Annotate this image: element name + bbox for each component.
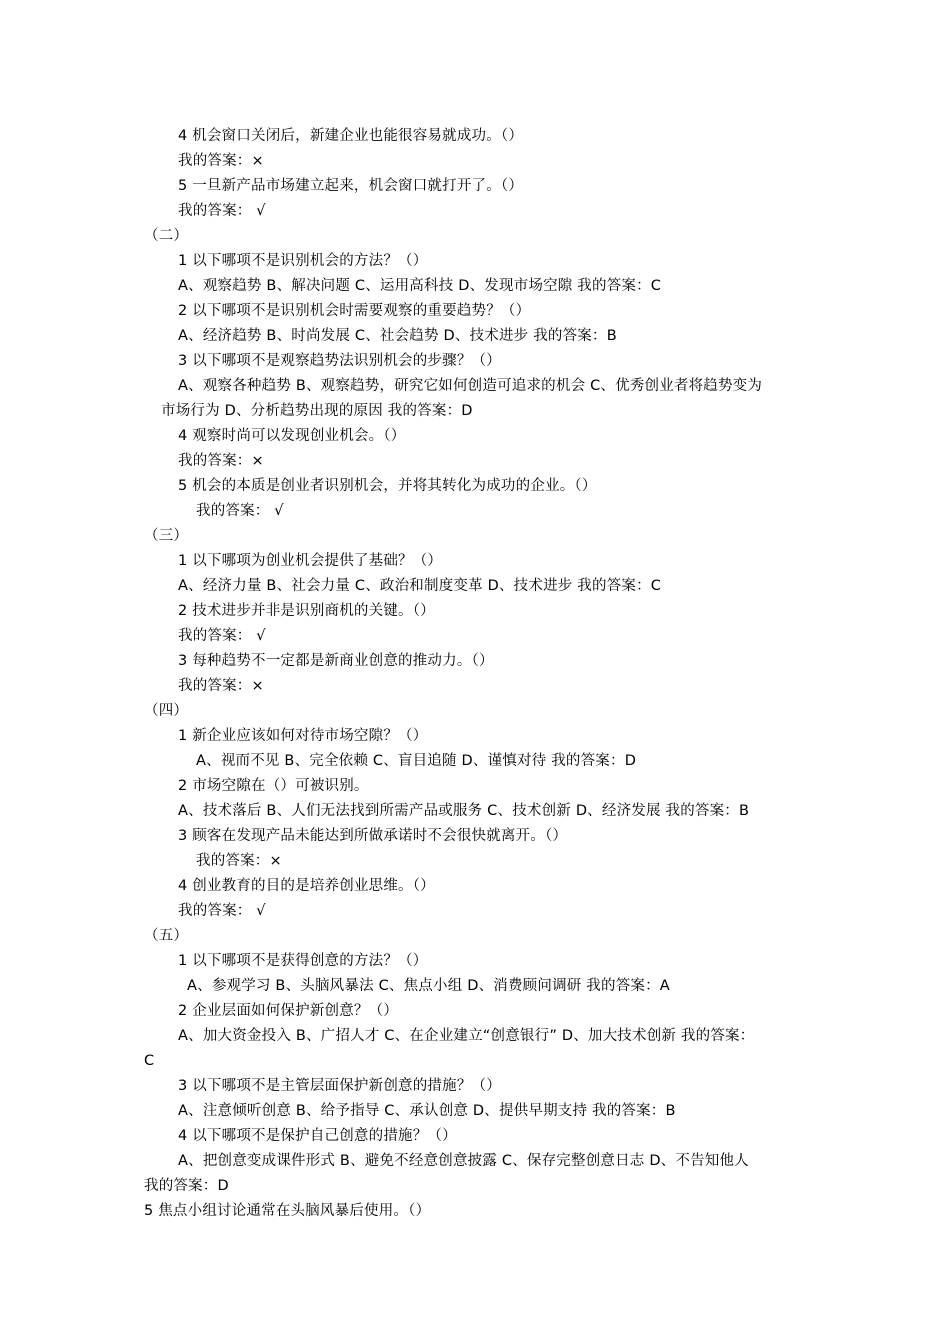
s2-q3-question: 3 以下哪项不是观察趋势法识别机会的步骤？（） (178, 353, 501, 369)
s4-q3-question: 3 顾客在发现产品未能达到所做承诺时不会很快就离开。（） (178, 828, 568, 844)
s3-q3-question: 3 每种趋势不一定都是新商业创意的推动力。（） (178, 653, 494, 669)
s2-q3-options-line-2: 市场行为 D、分析趋势出现的原因 我的答案：D (161, 403, 473, 419)
s5-q4-options-line-2: 我的答案：D (144, 1178, 229, 1194)
s4-q1-options-answer: A、视而不见 B、完全依赖 C、盲目追随 D、谨慎对待 我的答案：D (196, 753, 637, 769)
s5-q1-options-answer: A、参观学习 B、头脑风暴法 C、焦点小组 D、消费顾问调研 我的答案：A (187, 978, 670, 994)
s4-q4-answer: 我的答案： √ (178, 903, 266, 919)
q5-window-open-answer: 我的答案： √ (178, 203, 266, 219)
s4-q4-question: 4 创业教育的目的是培养创业思维。（） (178, 878, 435, 894)
s2-q1-options-answer: A、观察趋势 B、解决问题 C、运用高科技 D、发现市场空隙 我的答案：C (178, 278, 662, 294)
s4-q1-question: 1 新企业应该如何对待市场空隙？（） (178, 728, 428, 744)
q4-window-closed-question: 4 机会窗口关闭后，新建企业也能很容易就成功。（） (178, 128, 524, 144)
s5-q2-question: 2 企业层面如何保护新创意？（） (178, 1003, 399, 1019)
s3-q1-question: 1 以下哪项为创业机会提供了基础？（） (178, 553, 443, 569)
s3-q2-answer: 我的答案： √ (178, 628, 266, 644)
s2-q2-options-answer: A、经济趋势 B、时尚发展 C、社会趋势 D、技术进步 我的答案：B (178, 328, 617, 344)
s2-q1-question: 1 以下哪项不是识别机会的方法？（） (178, 253, 428, 269)
s5-q4-options-line-1: A、把创意变成课件形式 B、避免不经意创意披露 C、保存完整创意日志 D、不告知他人 (178, 1153, 749, 1169)
s5-q2-options-line-2: C (144, 1053, 155, 1069)
section-4-heading: （四） (144, 703, 189, 719)
s5-q3-options-answer: A、注意倾听创意 B、给予指导 C、承认创意 D、提供早期支持 我的答案：B (178, 1103, 676, 1119)
s2-q2-question: 2 以下哪项不是识别机会时需要观察的重要趋势？（） (178, 303, 531, 319)
s2-q5-answer: 我的答案： √ (196, 503, 284, 519)
section-5-heading: （五） (144, 928, 189, 944)
s5-q3-question: 3 以下哪项不是主管层面保护新创意的措施？（） (178, 1078, 501, 1094)
s4-q2-question: 2 市场空隙在（）可被识别。 (178, 778, 369, 794)
section-2-heading: （二） (144, 228, 189, 244)
s3-q3-answer: 我的答案：× (178, 678, 264, 694)
s5-q1-question: 1 以下哪项不是获得创意的方法？（） (178, 953, 428, 969)
s2-q3-options-line-1: A、观察各种趋势 B、观察趋势，研究它如何创造可追求的机会 C、优秀创业者将趋势变为 (178, 378, 763, 394)
s4-q3-answer: 我的答案：× (196, 853, 282, 869)
s5-q5-question: 5 焦点小组讨论通常在头脑风暴后使用。（） (144, 1203, 431, 1219)
s3-q1-options-answer: A、经济力量 B、社会力量 C、政治和制度变革 D、技术进步 我的答案：C (178, 578, 662, 594)
s5-q4-question: 4 以下哪项不是保护自己创意的措施？（） (178, 1128, 457, 1144)
s2-q4-answer: 我的答案：× (178, 453, 264, 469)
s4-q2-options-answer: A、技术落后 B、人们无法找到所需产品或服务 C、技术创新 D、经济发展 我的答案：B (178, 803, 750, 819)
section-3-heading: （三） (144, 528, 189, 544)
s3-q2-question: 2 技术进步并非是识别商机的关键。（） (178, 603, 435, 619)
q4-window-closed-answer: 我的答案：× (178, 153, 264, 169)
s2-q5-question: 5 机会的本质是创业者识别机会，并将其转化为成功的企业。（） (178, 478, 597, 494)
q5-window-open-question: 5 一旦新产品市场建立起来，机会窗口就打开了。（） (178, 178, 524, 194)
s2-q4-question: 4 观察时尚可以发现创业机会。（） (178, 428, 406, 444)
s5-q2-options-line-1: A、加大资金投入 B、广招人才 C、在企业建立“创意银行” D、加大技术创新 我的答案： (178, 1028, 755, 1044)
